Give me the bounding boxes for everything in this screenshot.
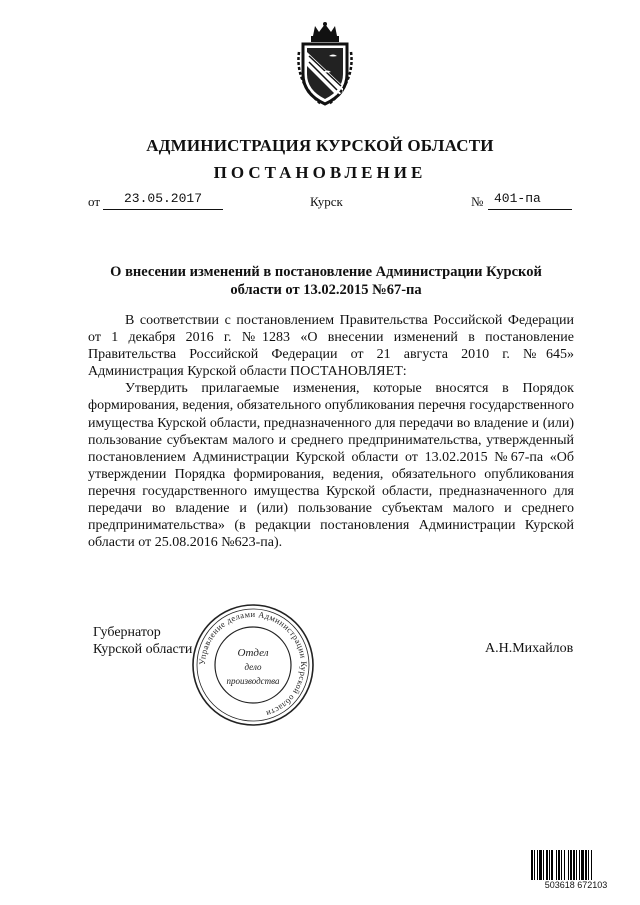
stamp-line: дело [244, 662, 262, 672]
number-prefix: № [471, 194, 484, 209]
document-subject: О внесении изменений в постановление Администрации Курской области от 13.02.2015 №67-па [110, 264, 542, 298]
document-body [88, 312, 574, 551]
document-type-title: ПОСТАНОВЛЕНИЕ [213, 163, 427, 182]
signatory-title [93, 624, 192, 658]
round-stamp [190, 602, 316, 728]
city-name: Курск [310, 194, 343, 209]
signatory-name: А.Н.Михайлов [485, 641, 574, 656]
signatory-title-line: Губернатор [93, 625, 161, 640]
date-underline [103, 209, 223, 210]
stamp-line: производства [226, 676, 280, 686]
stamp-line: Отдел [237, 647, 269, 659]
coat-of-arms-emblem [293, 22, 357, 106]
body-paragraph: Утвердить прилагаемые изменения, которые вносятся в Порядок формирования, ведения, обязательного опубликования перечня государственного имущества Курской области, предназначенного для передачи во владение и (или) пользование субъектам малого и среднего предпринимательства, утвержденный постановлением Администрации Курской области от 13.02.2015 №67-па «Об утверждении Порядка формирования, ведения, обязательного опубликования перечня государственного имущества Курской области, предназначенного для передачи во владение и (или) пользование субъектам малого и среднего предпринимательства» (в редакции постановления Администрации Курской области от 25.08.2016 №623-па). [88, 381, 574, 551]
signatory-title-line: Курской области [93, 642, 193, 657]
body-paragraph: В соответствии с постановлением Правительства Российской Федерации от 1 декабря 2016 г. №1283 «О внесении изменений в постановление Правительства Российской Федерации от 21 августа 2010 г. №645» Администрация Курской области ПОСТАНОВЛЯЕТ: [88, 313, 574, 380]
date-prefix: от [88, 194, 101, 209]
document-date: 23.05.2017 [123, 191, 202, 206]
barcode-number: 503618 672103 [530, 880, 622, 891]
number-underline [488, 209, 572, 210]
organization-title: АДМИНИСТРАЦИЯ КУРСКОЙ ОБЛАСТИ [146, 136, 494, 155]
stamp-ring-text: Управление делами Администрации Курской области [196, 608, 310, 720]
document-number: 401-па [494, 191, 541, 206]
